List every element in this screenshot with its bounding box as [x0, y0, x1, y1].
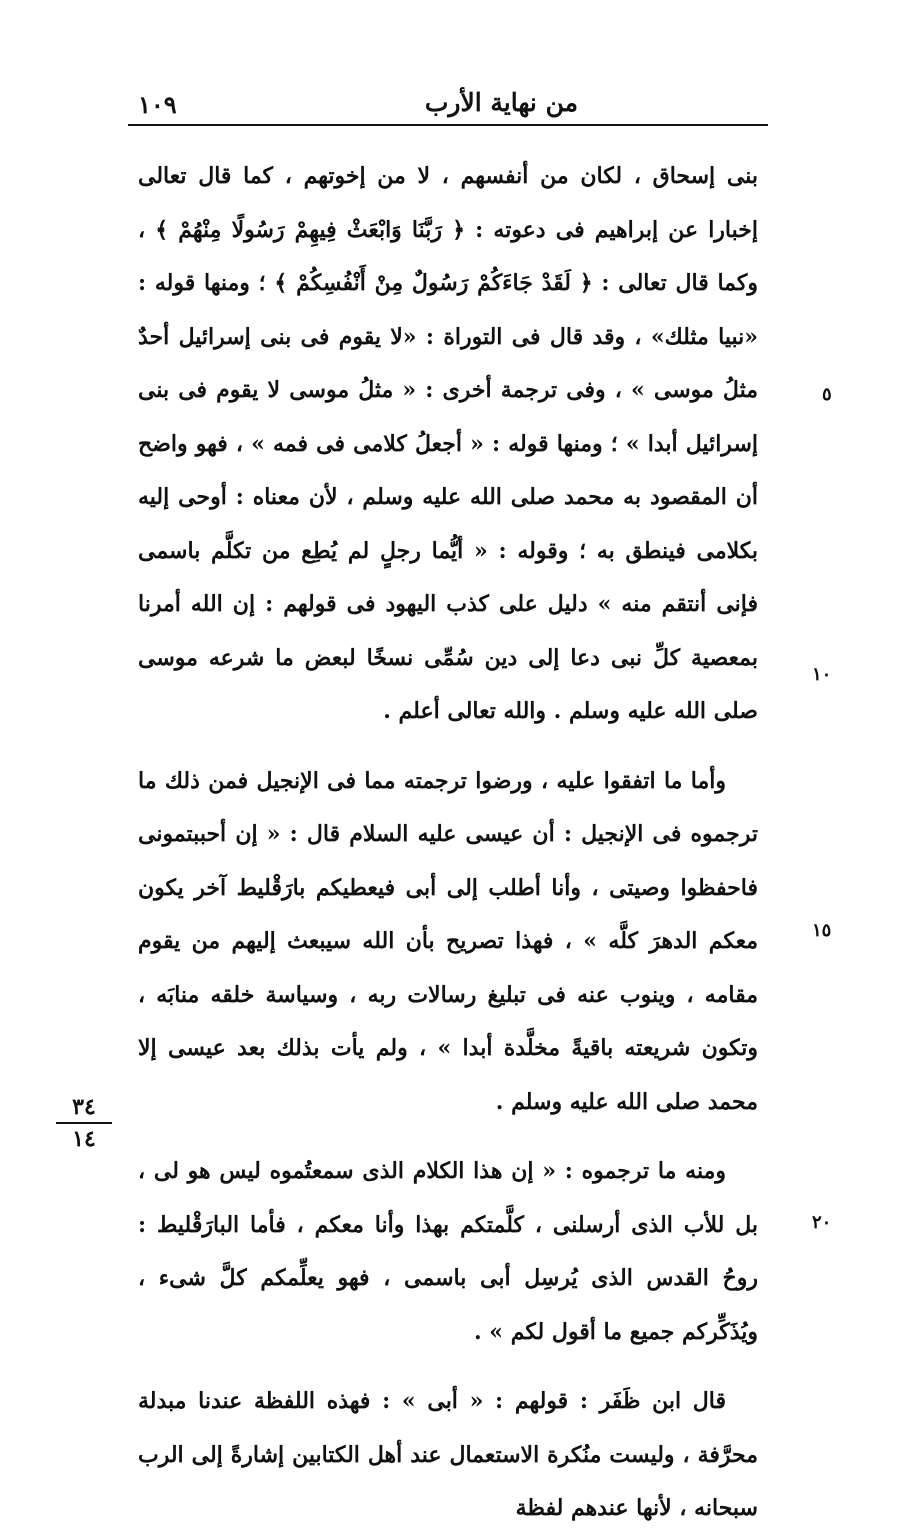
- line-number-15: ١٥: [812, 920, 832, 941]
- body-text: [138, 150, 758, 1536]
- page-number: ١٠٩: [138, 90, 177, 119]
- folio-lower: ١٤: [72, 1126, 96, 1152]
- paragraph-2: وأما ما اتفقوا عليه ، ورضوا ترجمته مما فى الإنجيل فمن ذلك ما ترجموه فى الإنجيل : أن عيسى عليه السلام قال : « إن أحببتمونى فاحفظوا وصيتى ، وأنا أطلب إلى أبى فيعطيكم بارَقْليط آخر يكون معكم الدهرَ كلَّه » ، فهذا تصريح بأن الله سيبعث إليهم من يقوم مقامه ، وينوب عنه فى تبليغ رسالات ربه ، وسياسة خلقه منابَه ، وتكون شريعته باقيةً مخلَّدة أبدا » ، ولم يأت بذلك بعد عيسى إلا محمد صلى الله عليه وسلم .: [138, 767, 758, 1115]
- folio-upper: ٣٤: [72, 1094, 96, 1120]
- folio-rule: [56, 1122, 112, 1124]
- line-number-5: ٥: [822, 384, 832, 405]
- page-header: [128, 84, 768, 124]
- paragraph-3: ومنه ما ترجموه : « إن هذا الكلام الذى سمعتُموه ليس هو لى ، بل للأب الذى أرسلنى ، كلَّمتكم بهذا وأنا معكم ، فأما البارَقْليط : روحُ القدس الذى يُرسِل أبى باسمى ، فهو يعلِّمكم كلَّ شىء ، ويُذَكِّركم جميع ما أقول لكم » .: [138, 1158, 758, 1345]
- line-number-20: ٢٠: [812, 1212, 832, 1233]
- line-number-10: ١٠: [812, 664, 832, 685]
- running-title: من نهاية الأرب: [424, 88, 578, 117]
- header-rule: [128, 124, 768, 126]
- paragraph-4: قال ابن ظَفَر : قولهم : « أبى » : فهذه اللفظة عندنا مبدلة محرَّفة ، وليست منُكرة الاستعمال عند أهل الكتابين إشارةً إلى الرب سبحانه ، لأنها عندهم لفظة: [138, 1388, 758, 1521]
- manuscript-folio-marker: [56, 1094, 112, 1152]
- paragraph-1: بنى إسحاق ، لكان من أنفسهم ، لا من إخوتهم ، كما قال تعالى إخبارا عن إبراهيم فى دعوته : ﴿ رَبَّنَا وَابْعَثْ فِيهِمْ رَسُولًا مِنْهُمْ ﴾ ، وكما قال تعالى : ﴿ لَقَدْ جَاءَكُمْ رَسُولٌ مِنْ أَنْفُسِكُمْ ﴾ ؛ ومنها قوله : «نبيا مثلك» ، وقد قال فى التوراة : «لا يقوم فى بنى إسرائيل أحدٌ مثلُ موسى » ، وفى ترجمة أخرى : « مثلُ موسى لا يقوم فى بنى إسرائيل أبدا » ؛ ومنها قوله : « أجعلُ كلامى فى فمه » ، فهو واضح أن المقصود به محمد صلى الله عليه وسلم ، لأن معناه : أوحى إليه بكلامى فينطق به ؛ وقوله : « أيُّما رجلٍ لم يُطِع من تكلَّم باسمى فإنى أنتقم منه » دليل على كذب اليهود فى قولهم : إن الله أمرنا بمعصية كلِّ نبى دعا إلى دين سُمِّى نسخًا لبعض ما شرعه موسى صلى الله عليه وسلم . والله تعالى أعلم .: [138, 163, 758, 724]
